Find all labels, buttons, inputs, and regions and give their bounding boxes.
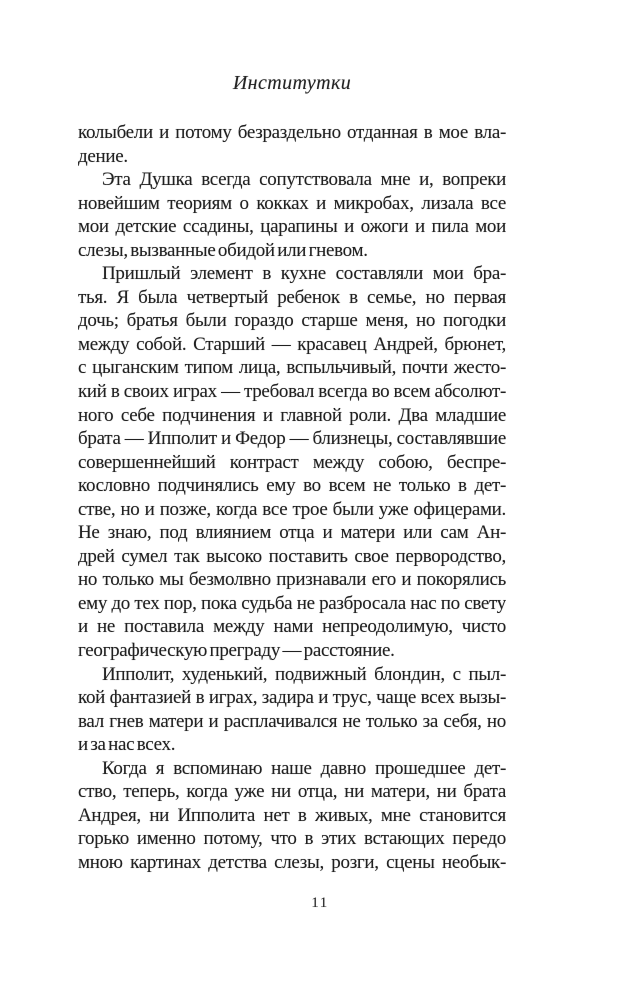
paragraph: [78, 121, 506, 168]
text-line: новейшим теориям о кокках и микробах, лизала все: [78, 192, 506, 214]
text-line: географическую преграду — расстояние.: [78, 640, 395, 662]
text-line: стве, но и позже, когда все трое были уже офицерами.: [78, 498, 506, 520]
text-line: мои детские ссадины, царапины и ожоги и пила мои: [78, 216, 506, 238]
text-line: Андрея, ни Ипполита нет в живых, мне становится: [78, 804, 506, 826]
running-head: Институтки: [232, 72, 352, 94]
page-number: 11: [311, 895, 329, 911]
text-line: между собой. Старший — красавец Андрей, брюнет,: [78, 333, 506, 355]
text-line: мною картинах детства слезы, розги, сцены необык-: [78, 851, 506, 873]
text-line: тья. Я была четвертый ребенок в семье, но первая: [78, 286, 506, 308]
paragraph: [78, 757, 506, 875]
text-line: брата — Ипполит и Федор — близнецы, составлявшие: [78, 428, 506, 450]
text-line: вал гнев матери и расплачивался не только за себя, но: [78, 710, 506, 732]
text-line: и не поставила между нами непреодолимую, чисто: [78, 616, 506, 638]
text-line: и за нас всех.: [78, 734, 176, 756]
text-line: Эта Душка всегда сопутствовала мне и, вопреки: [102, 169, 506, 191]
paragraph: [78, 168, 506, 262]
text-line: ного себе подчинения и главной роли. Два младшие: [78, 404, 506, 426]
text-line: кословно подчинялись ему во всем не только в дет-: [78, 475, 506, 497]
paragraph: [78, 663, 506, 757]
text-line: но только мы безмолвно признавали его и покорялись: [78, 569, 506, 591]
text-line: Ипполит, худенький, подвижный блондин, с пыл-: [102, 663, 506, 685]
text-line: ему до тех пор, пока судьба не разбросала нас по свету: [78, 592, 506, 614]
text-line: слезы, вызванные обидой или гневом.: [78, 239, 368, 261]
text-line: кий в своих играх — требовал всегда во всем абсолют-: [78, 381, 506, 403]
text-line: совершеннейший контраст между собою, беспре-: [78, 451, 506, 473]
text-line: колыбели и потому безраздельно отданная в мое вла-: [78, 122, 506, 143]
text-line: Когда я вспоминаю наше давно прошедшее дет-: [102, 757, 506, 779]
text-line: ство, теперь, когда уже ни отца, ни матери, ни брата: [78, 781, 506, 803]
paragraph: [78, 262, 506, 662]
text-line: Пришлый элемент в кухне составляли мои бра-: [102, 263, 506, 285]
text-line: горько именно потому, что в этих встающих передо: [78, 828, 506, 850]
text-line: дрей сумел так высоко поставить свое первородство,: [78, 545, 506, 567]
text-line: Не знаю, под влиянием отца и матери или сам Ан-: [78, 522, 506, 544]
body-text: [78, 121, 506, 875]
text-line: кой фантазией в играх, задира и трус, чаще всех вызы-: [78, 687, 506, 709]
text-line: дение.: [78, 145, 128, 167]
text-line: с цыганским типом лица, вспыльчивый, почти жесто-: [78, 357, 506, 379]
text-line: дочь; братья были гораздо старше меня, но погодки: [78, 310, 506, 332]
